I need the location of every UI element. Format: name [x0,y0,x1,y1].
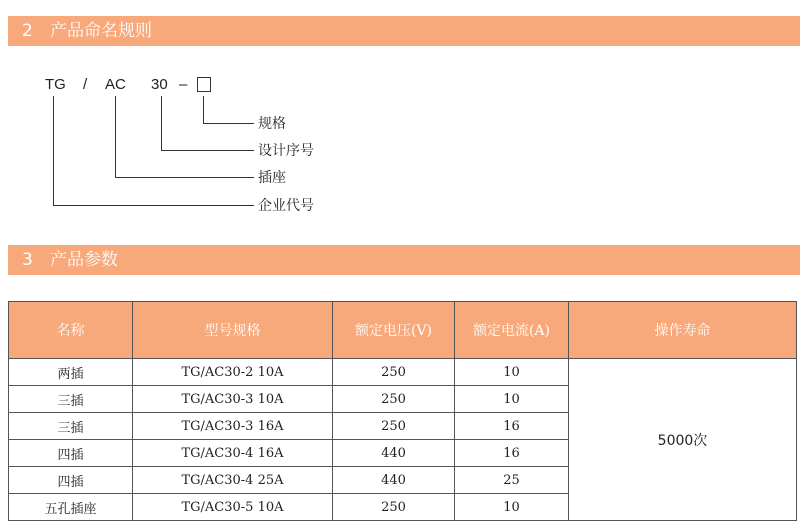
parameters-table [8,301,797,521]
cell-operation-life: 5000次 [569,359,797,521]
section-header-naming-rules [8,16,800,46]
cell-name: 两插 [9,359,133,386]
header-current: 额定电流(A) [455,302,569,359]
cell-voltage: 440 [333,440,455,467]
code-part-dash: – [179,76,188,93]
legend-spec: 规格 [258,116,286,132]
table-header-row [9,302,797,359]
cell-model: TG/AC30-2 10A [133,359,333,386]
cell-voltage: 250 [333,359,455,386]
code-part-slash: / [83,76,88,93]
cell-model: TG/AC30-3 16A [133,413,333,440]
cell-name: 五孔插座 [9,494,133,521]
cell-current: 10 [455,386,569,413]
cell-name: 三插 [9,413,133,440]
section-number: 2 [22,21,33,41]
cell-current: 16 [455,413,569,440]
header-model: 型号规格 [133,302,333,359]
legend-socket: 插座 [258,170,286,186]
table-row [9,359,797,386]
header-life: 操作寿命 [569,302,797,359]
cell-model: TG/AC30-3 10A [133,386,333,413]
cell-model: TG/AC30-4 16A [133,440,333,467]
cell-name: 三插 [9,386,133,413]
cell-voltage: 250 [333,386,455,413]
cell-voltage: 250 [333,413,455,440]
legend-company: 企业代号 [258,198,314,214]
cell-name: 四插 [9,467,133,494]
cell-model: TG/AC30-5 10A [133,494,333,521]
bracket-company [53,96,254,206]
code-part-company: TG [45,76,66,93]
section-title: 产品命名规则 [50,21,152,41]
cell-voltage: 250 [333,494,455,521]
section-title: 产品参数 [50,250,118,270]
code-part-design: 30 [151,76,168,93]
cell-voltage: 440 [333,467,455,494]
section-number: 3 [22,250,33,270]
header-voltage: 额定电压(V) [333,302,455,359]
cell-current: 25 [455,467,569,494]
cell-current: 10 [455,494,569,521]
spec-placeholder-box [197,77,211,92]
legend-design-no: 设计序号 [258,143,314,159]
cell-model: TG/AC30-4 25A [133,467,333,494]
code-part-socket: AC [105,76,126,93]
header-name: 名称 [9,302,133,359]
cell-name: 四插 [9,440,133,467]
section-header-parameters [8,245,800,275]
cell-current: 10 [455,359,569,386]
cell-current: 16 [455,440,569,467]
